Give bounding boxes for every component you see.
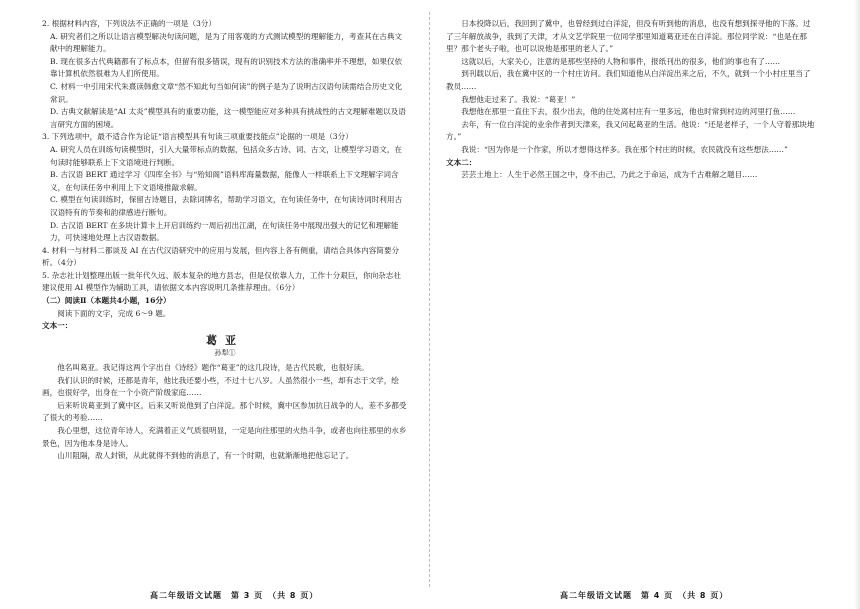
section-heading: （二）阅读Ⅱ（本题共4小题，16分）: [42, 296, 171, 306]
passage-paragraph: 我心里想，这位青年诗人，充满着正义气质很明显，一定是向往那里的火热斗争，或者也向往那里的水乡景色，因为他本身是诗人。: [42, 426, 407, 448]
passage-paragraph: 我们认识的时候，还都是青年，他比我还要小些，不过十七八岁。人虽然很小一些，却有志于文学，绘画，也很好学，出身在一个小资产阶级家庭……: [42, 375, 399, 398]
passage-paragraph: 到刊载以后，我在冀中区的一个村庄访问。我们知道他从白洋淀出来之后，不久，就到一个小村庄里当了教员……: [446, 69, 811, 91]
passage-paragraph: 山川阻隔，敌人封锁，从此就得不到他的消息了，有一个时期，也就渐渐地把他忘记了。: [57, 451, 354, 461]
text-two-label: 文本二：: [446, 157, 477, 167]
passage-paragraph: 他名叫葛亚。我记得这两个字出自《诗经》题作“葛亚”的这几段诗，是古代民歌，也很好读。: [57, 363, 369, 373]
passage-paragraph: 去年，有一位白洋淀的业余作者到天津来，我又问起葛亚的生活。他说：“还是老样子，一个人守着那块地方。”: [446, 119, 815, 142]
question-2-option-b: B. 现在很多古代典籍都有了标点本，但留有很多错误，现有的识别技术方法的准确率并不理想，如果仅依靠计算机依然很难为人们所使用。: [50, 56, 403, 79]
passage-paragraph: 后来听说葛亚到了冀中区，后来又听说他到了白洋淀。那个时候，冀中区参加抗日战争的人，差不多都受了很大的考验……: [42, 400, 407, 423]
passage-byline: 孙犁①: [214, 349, 236, 358]
question-3: 3. 下列选项中，最不适合作为论证“语言模型具有句读三项重要技能点”论据的一项是（3分）: [42, 132, 353, 142]
passage-paragraph: 我说：“因为你是一个作家，所以才想得这样多。我在那个村庄的时候，农民就没有这些想法……”: [461, 144, 788, 154]
left-column: [42, 18, 408, 579]
question-2-option-d: D. 古典文献解读是“AI 太炎”模型具有的重要功能，这一模型能应对多种具有挑战性的古文理解难题以及语言研究方面的困境。: [50, 107, 406, 129]
text-one-label: 文本一：: [42, 321, 73, 331]
question-3-option-a: A. 研究人员在训练句读模型时，引入大量带标点的数据，包括众多古诗、词、古文，让模型学习语文，在句读时能够联系上下文语境进行判断。: [50, 144, 403, 167]
scan-edge: [854, 0, 860, 609]
question-2-option-a: A. 研究者们之所以让语言模型解决句读问题，是为了用客观的方式测试模型的理解能力，考查其在古典文献中的理解能力。: [50, 31, 403, 54]
question-2-option-c: C. 材料一中引用宋代朱熹读韩愈文章“然不知此句当如何读”的例子是为了说明古汉语句读需结合历史文化常识。: [50, 81, 403, 104]
page-footer-right: 高二年级语文试题 第 4 页 （共 8 页）: [560, 591, 729, 600]
passage-paragraph: 日本投降以后，我回到了冀中，也曾经到过白洋淀，但没有听到他的消息，也没有想到探寻他的下落。过了三年解放战争，我到了天津，才从文艺学院里一位同学那里知道葛亚还在白洋淀。那位同学说：“也是在那里？那个老头子啦，也可以说他是那里的老人了。”: [446, 19, 811, 54]
question-3-option-d: D. 古汉语 BERT 在多块计算卡上开启训练约一周后初出江湖，在句读任务中展现出强大的记忆和理解能力，可快速地处理上古汉语数据。: [50, 220, 399, 243]
passage-paragraph: 这就以后，大家关心，注意的是那些坚持的人物和事件，报纸刊出的很多，他们的事也有了……: [461, 56, 781, 66]
page-footer-left: 高二年级语文试题 第 3 页 （共 8 页）: [150, 591, 319, 600]
question-4: 4. 材料一与材料二都谈及 AI 在古代汉语研究中的应用与发展，但内容上各有侧重，请结合具体内容简要分析。（4分）: [42, 245, 400, 268]
question-3-option-b: B. 古汉语 BERT 通过学习《四库全书》与“殆知阁”语料库海量数据，能像人一样联系上下文理解字词含义，在句读任务中利用上下文语境推敲求解。: [50, 170, 399, 192]
passage-title: 葛亚: [206, 333, 244, 347]
passage-paragraph: 我想他走过来了。我说：“葛亚！”: [461, 94, 576, 104]
right-column: [446, 18, 818, 579]
passage-paragraph: 我想他在那里一直住下去，很少出去，他的住处离村庄有一里多远，他也时常到村边的河里打鱼……: [461, 107, 796, 117]
question-2: 2. 根据材料内容，下列说法不正确的一项是（3分）: [42, 19, 216, 28]
question-5: 5. 杂志社计划整理出版一批年代久远、版本复杂的地方县志，但是仅依靠人力，工作十分艰巨，你向杂志社建议使用 AI 模型作为辅助工具，请依据文本内容说明几条推荐理由。（6分）: [42, 270, 401, 293]
passage-paragraph: 芸芸土地上：人生于必然王国之中，身不由己，乃此之于命运，成为千古难解之题目……: [461, 170, 758, 180]
question-3-option-c: C. 模型在句读训练时，保留古诗题目，去除词牌名，帮助学习语文，在句读任务中，在句读诗词时利用古汉语特有的节奏和韵律感进行断句。: [50, 195, 403, 217]
section-instruction: 阅读下面的文字，完成 6～9 题。: [57, 308, 171, 318]
column-divider: [429, 12, 430, 587]
